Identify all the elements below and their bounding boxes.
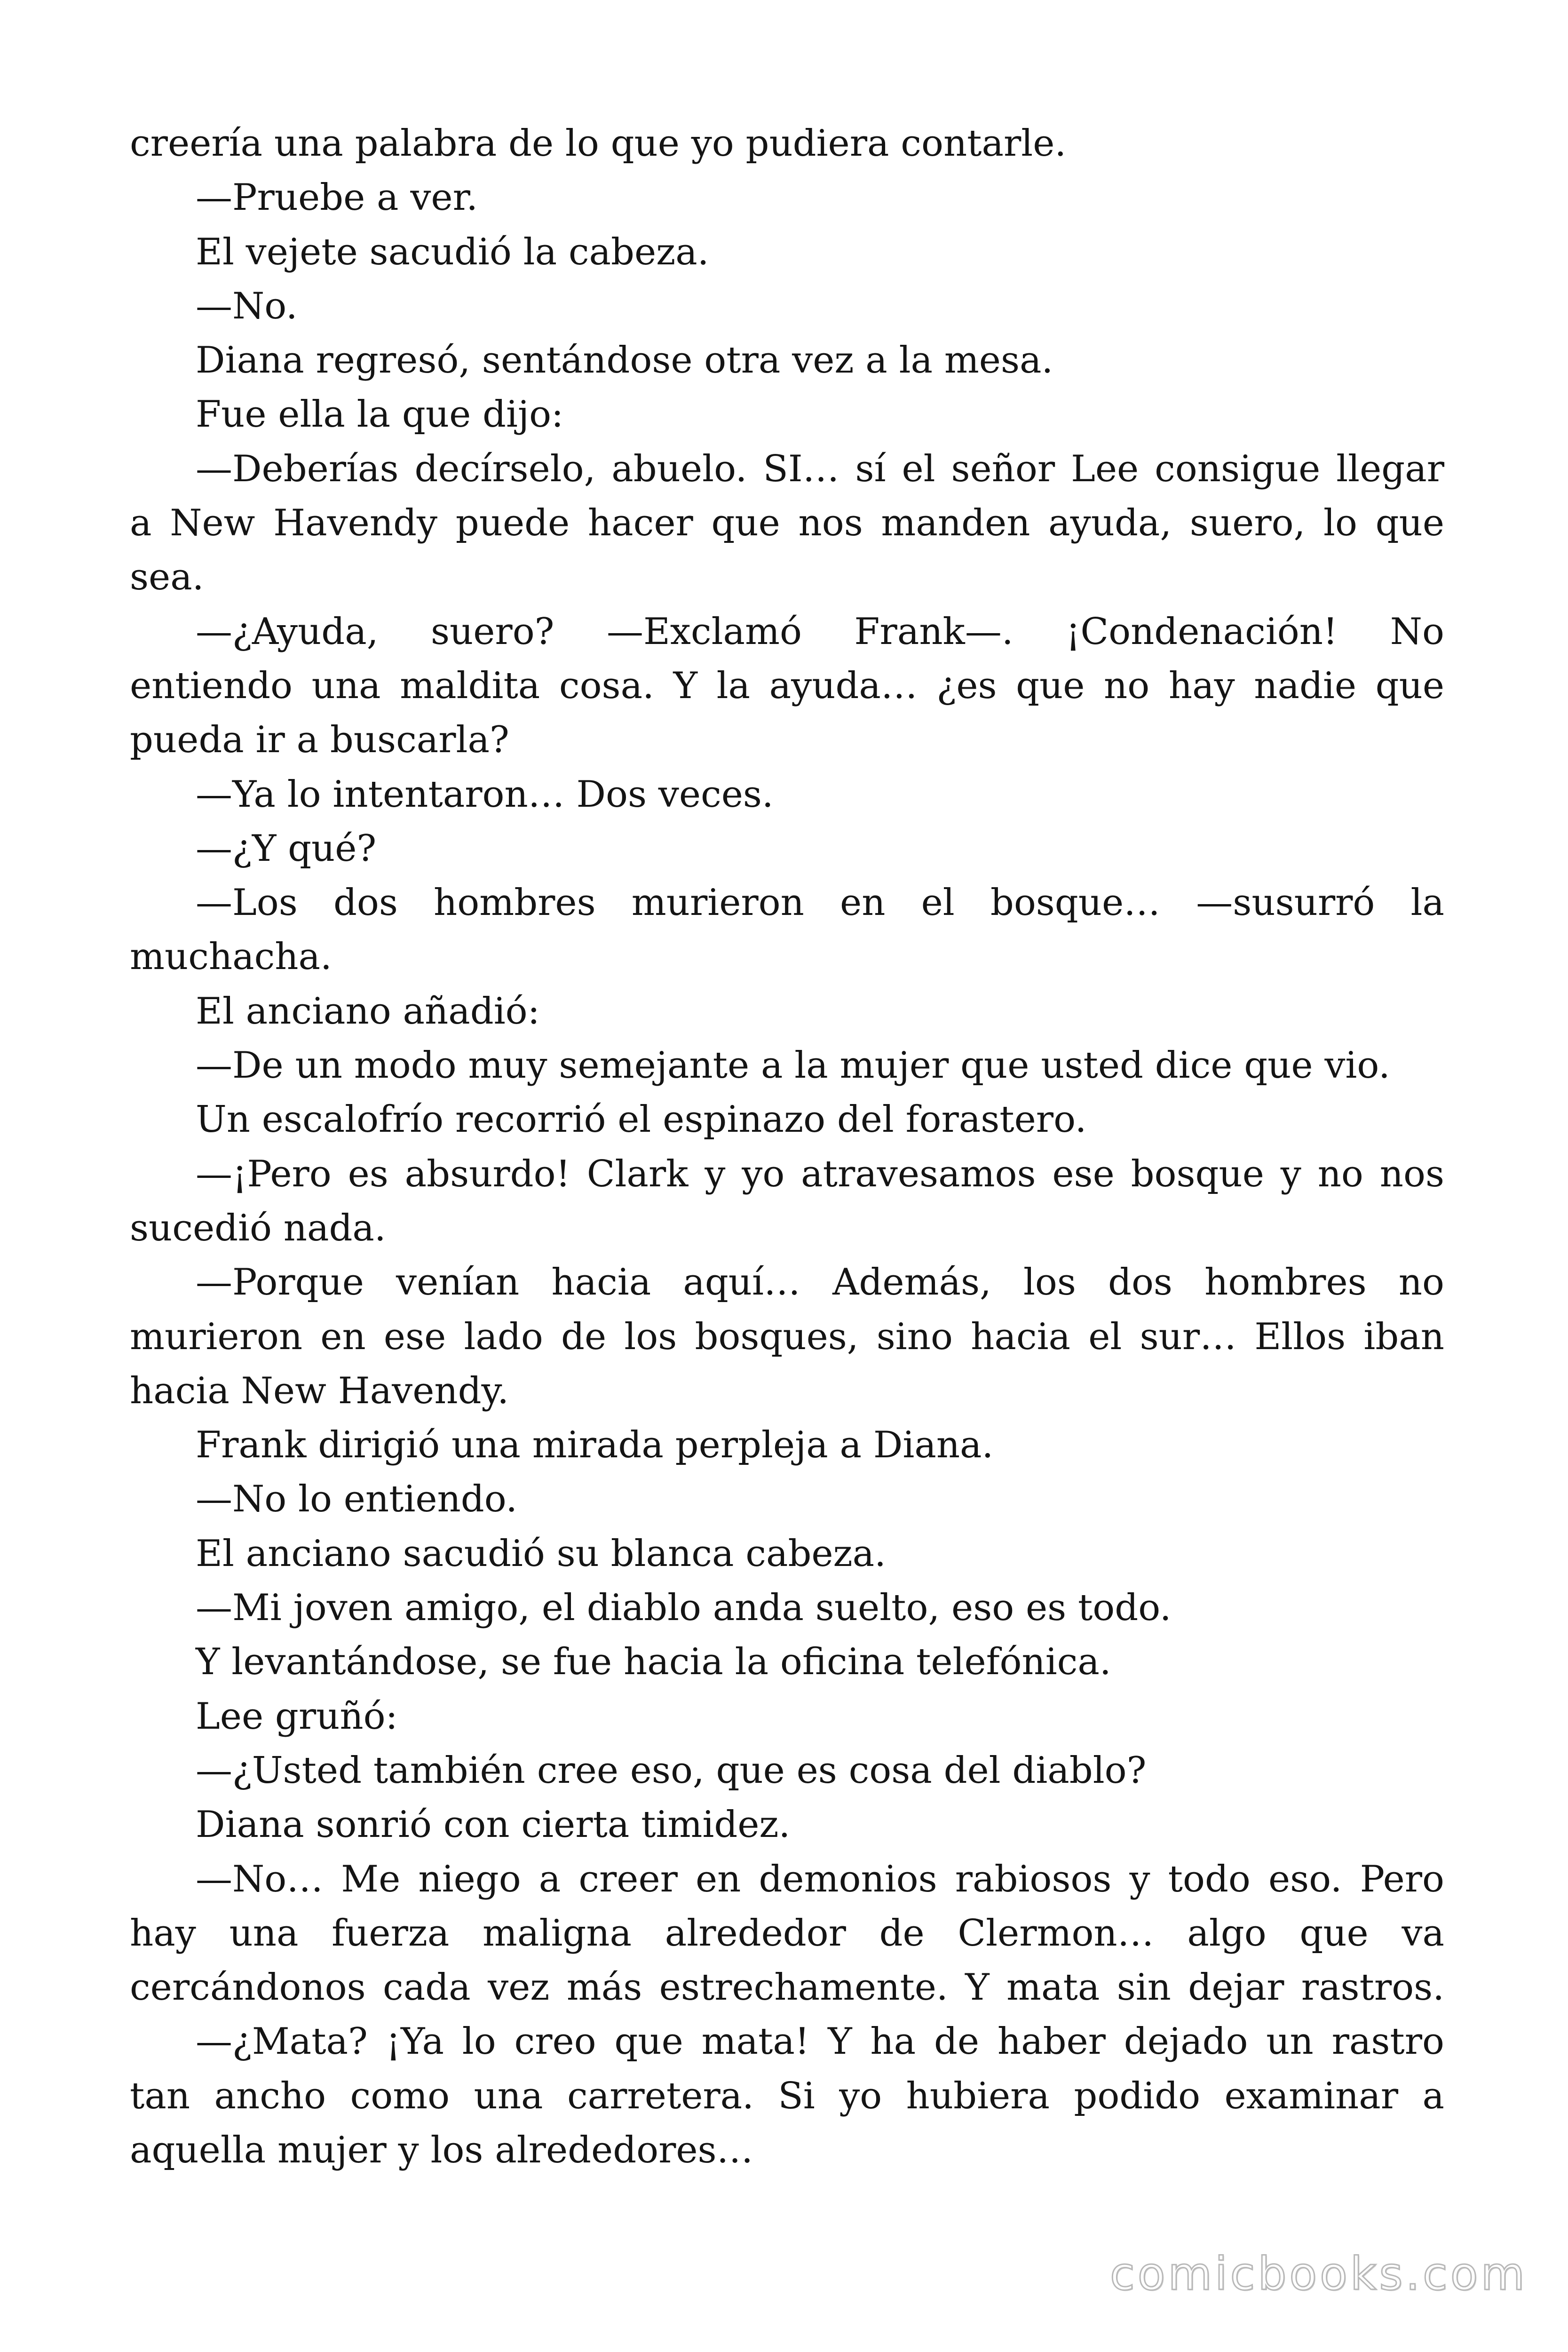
text-line: —¿Mata? ¡Ya lo creo que mata! Y ha de haber dejado un rastro <box>196 2020 1444 2063</box>
text-line: Fue ella la que dijo: <box>196 393 564 436</box>
text-line: cercándonos cada vez más estrechamente. Y mata sin dejar rastros. <box>130 1966 1444 2009</box>
text-line: —¿Ayuda, suero? —Exclamó Frank—. ¡Condenación! No <box>196 610 1444 653</box>
text-line: —¿Usted también cree eso, que es cosa del diablo? <box>196 1749 1147 1792</box>
text-line: muchacha. <box>130 936 332 978</box>
text-line: Un escalofrío recorrió el espinazo del forastero. <box>196 1098 1087 1141</box>
text-line: —Pruebe a ver. <box>196 176 478 219</box>
text-line: —Mi joven amigo, el diablo anda suelto, eso es todo. <box>196 1587 1172 1629</box>
text-line: Diana regresó, sentándose otra vez a la mesa. <box>196 339 1053 382</box>
text-line: —De un modo muy semejante a la mujer que usted dice que vio. <box>196 1044 1390 1087</box>
text-line: —¿Y qué? <box>196 827 377 870</box>
text-line: El anciano sacudió su blanca cabeza. <box>196 1532 886 1575</box>
text-line: aquella mujer y los alrededores… <box>130 2129 753 2171</box>
text-line: pueda ir a buscarla? <box>130 719 509 762</box>
text-line: a New Havendy puede hacer que nos manden ayuda, suero, lo que <box>130 502 1444 545</box>
text-line: —Los dos hombres murieron en el bosque… —susurró la <box>196 882 1444 924</box>
text-line: Diana sonrió con cierta timidez. <box>196 1804 791 1846</box>
page-text <box>130 117 1444 2177</box>
text-line: Frank dirigió una mirada perpleja a Diana. <box>196 1424 994 1467</box>
text-line: Lee gruñó: <box>196 1695 398 1738</box>
text-line: entiendo una maldita cosa. Y la ayuda… ¿es que no hay nadie que <box>130 664 1444 707</box>
text-line: murieron en ese lado de los bosques, sino hacia el sur… Ellos iban <box>130 1315 1444 1358</box>
watermark: comicbooks.com <box>1109 2248 1528 2300</box>
text-line: El vejete sacudió la cabeza. <box>196 230 709 273</box>
text-line: —No… Me niego a creer en demonios rabiosos y todo eso. Pero <box>196 1858 1444 1900</box>
text-line: —Porque venían hacia aquí… Además, los dos hombres no <box>196 1261 1444 1304</box>
text-line: tan ancho como una carretera. Si yo hubiera podido examinar a <box>130 2074 1444 2117</box>
text-line: Y levantándose, se fue hacia la oficina telefónica. <box>196 1641 1111 1684</box>
text-line: —Ya lo intentaron… Dos veces. <box>196 773 774 816</box>
text-line: creería una palabra de lo que yo pudiera contarle. <box>130 122 1067 165</box>
text-line: hacia New Havendy. <box>130 1369 509 1412</box>
text-line: —¡Pero es absurdo! Clark y yo atravesamos ese bosque y no nos <box>196 1152 1444 1195</box>
text-line: sea. <box>130 556 204 599</box>
text-line: sucedió nada. <box>130 1207 386 1249</box>
text-line: —No. <box>196 285 298 327</box>
text-line: —Deberías decírselo, abuelo. SI… sí el señor Lee consigue llegar <box>196 447 1444 490</box>
text-line: hay una fuerza maligna alrededor de Clermon… algo que va <box>130 1912 1444 1955</box>
text-line: El anciano añadió: <box>196 990 540 1033</box>
text-line: —No lo entiendo. <box>196 1478 518 1521</box>
